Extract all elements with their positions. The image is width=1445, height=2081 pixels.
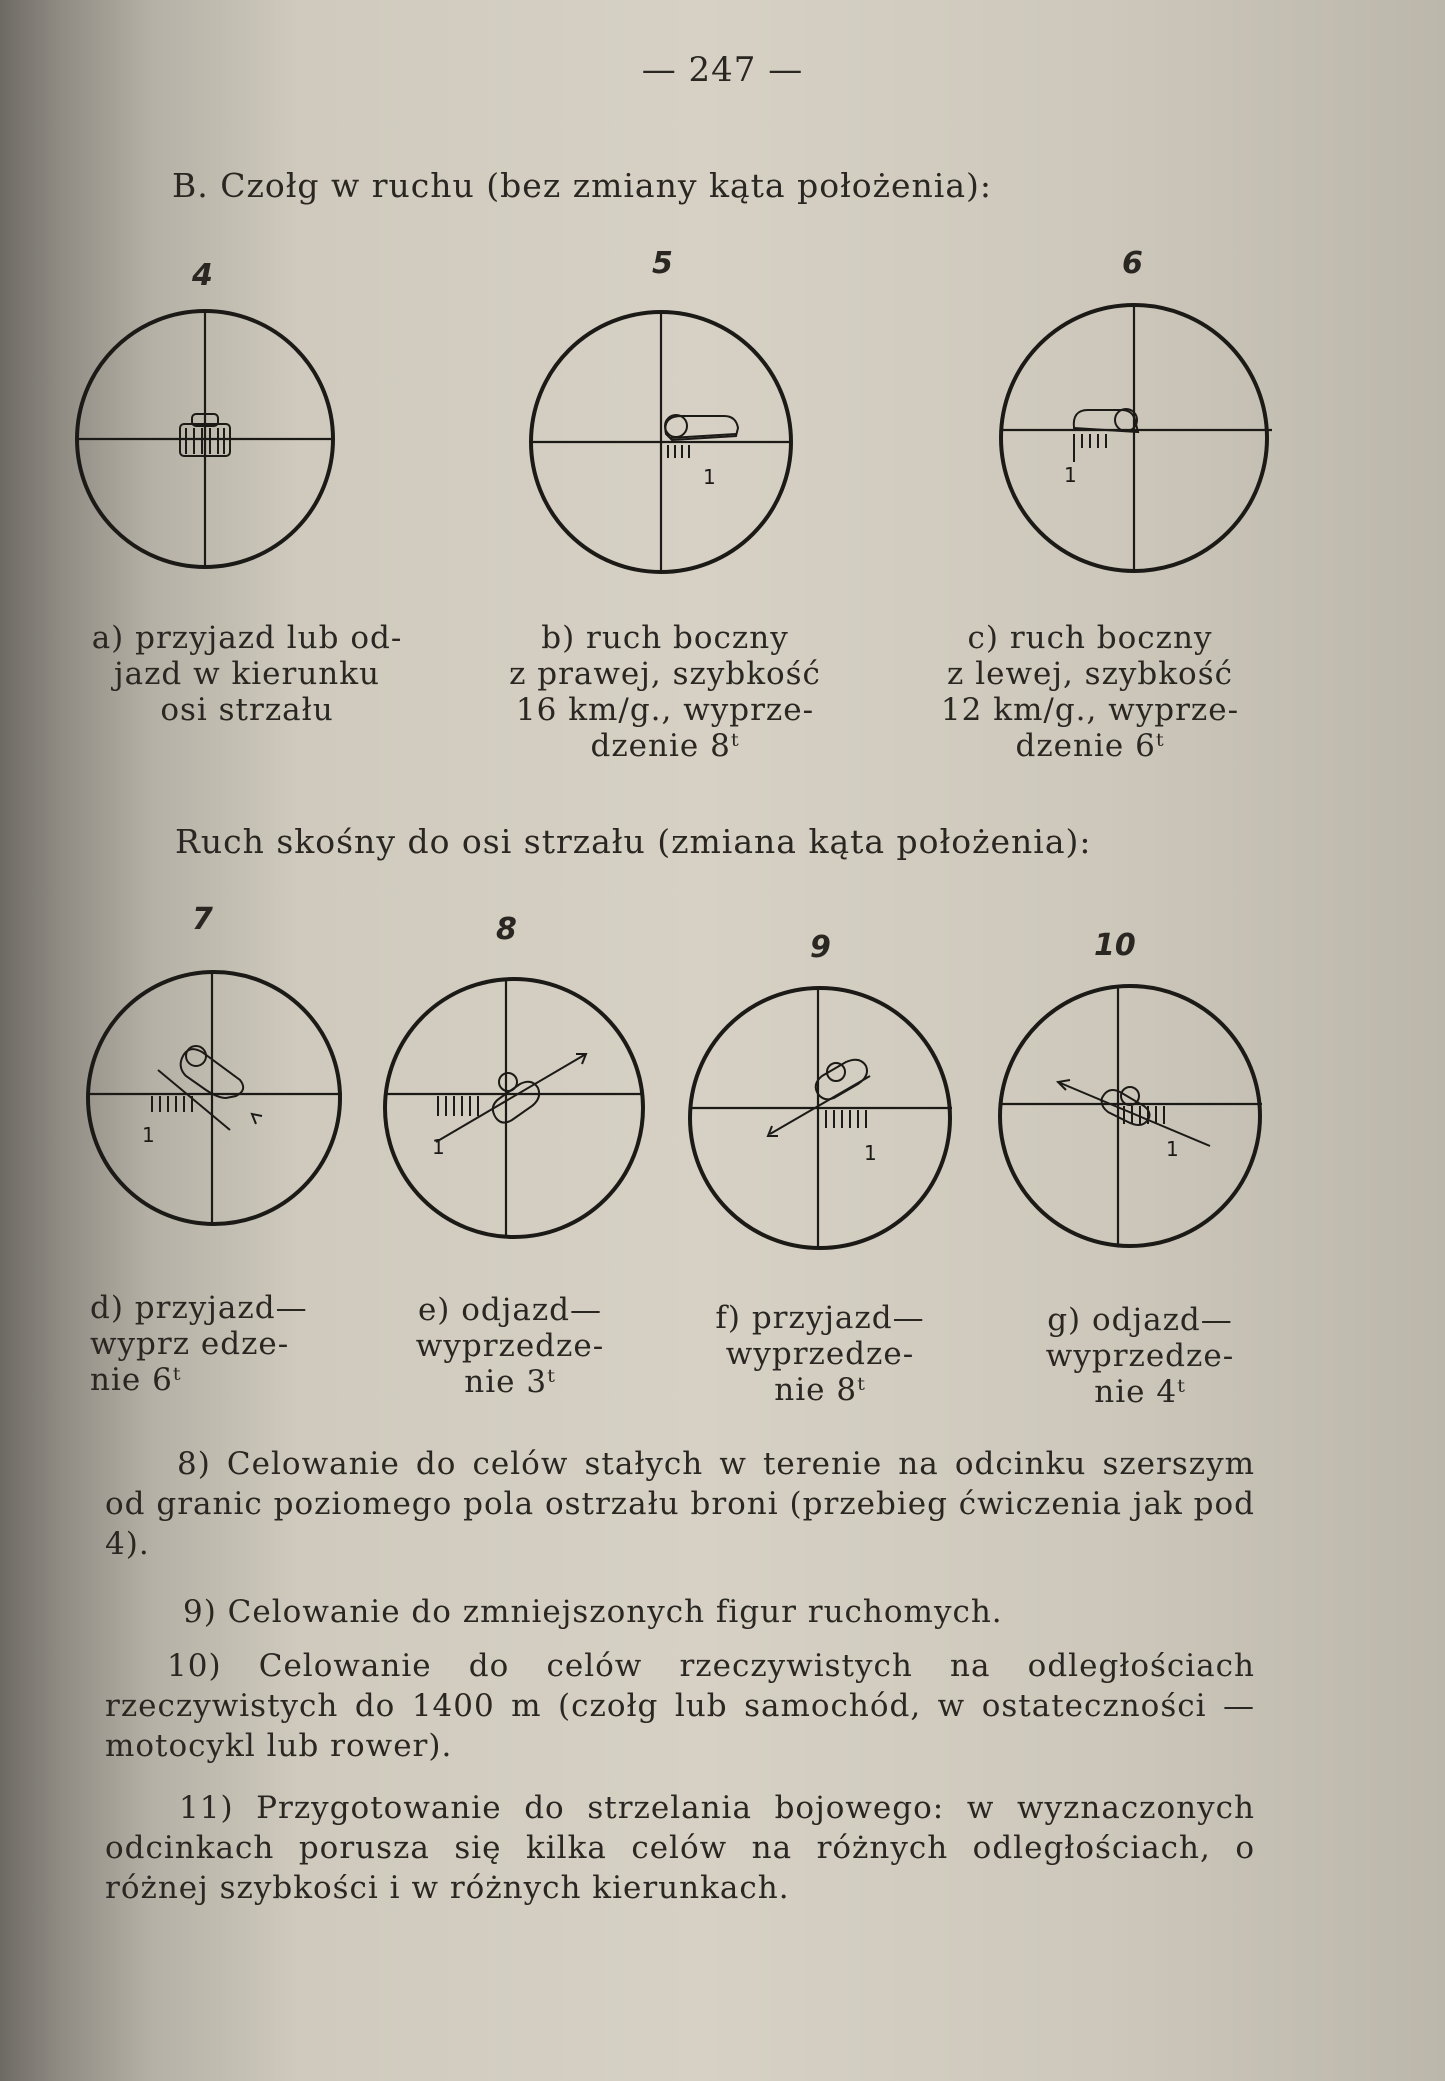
paragraph-10: 10) Celowanie do celów rzeczywistych na odległościach rzeczywistych do 1400 m (czołg lub samochód, w ostateczności — motocykl lub rower).	[105, 1648, 1255, 1764]
mark-label: 1	[432, 1135, 445, 1159]
figure-number-4: 4	[192, 258, 213, 293]
paragraph-9: 9) Celowanie do zmniejszonych figur ruchomych.	[183, 1594, 1003, 1630]
reticle-figure-10	[994, 984, 1268, 1250]
lead-scale-mark	[826, 1110, 866, 1128]
caption-b: b) ruch boczny z prawej, szybkość 16 km/g., wyprze- dzenie 8ᵗ	[509, 620, 821, 764]
caption-c: c) ruch boczny z lewej, szybkość 12 km/g., wyprze- dzenie 6ᵗ	[940, 620, 1240, 764]
reticle-figure-8	[382, 976, 646, 1240]
section-oblique-heading: Ruch skośny do osi strzału (zmiana kąta położenia):	[175, 822, 1092, 861]
tank-oblique-icon	[436, 1054, 586, 1142]
section-b-heading: B. Czołg w ruchu (bez zmiany kąta położenia):	[172, 166, 993, 205]
reticle-figure-5	[530, 308, 792, 576]
lead-scale-mark	[661, 445, 689, 458]
reticle-figure-4	[74, 308, 336, 570]
figure-number-9: 9	[810, 930, 831, 965]
figure-number-8: 8	[496, 912, 517, 947]
page-number: — 247 —	[641, 50, 804, 90]
paragraph-11: 11) Przygotowanie do strzelania bojowego: w wyznaczonych odcinkach porusza się kilka celów na różnych odległościach, o różnej szybkości i w różnych kierunkach.	[105, 1790, 1255, 1906]
tank-side-icon	[1074, 409, 1138, 432]
lead-scale-mark	[152, 1096, 192, 1112]
caption-f: f) przyjazd— wyprzedze- nie 8ᵗ	[715, 1300, 925, 1408]
tank-oblique-icon	[1058, 1080, 1210, 1146]
paragraph-8: 8) Celowanie do celów stałych w terenie na odcinku szerszym od granic poziomego pola ostrzału broni (przebieg ćwiczenia jak pod 4).	[105, 1446, 1255, 1562]
lead-scale-mark	[1124, 1106, 1164, 1124]
mark-label: 1	[1064, 463, 1077, 487]
figure-number-10: 10	[1094, 928, 1136, 963]
figure-number-6: 6	[1122, 246, 1143, 281]
caption-a: a) przyjazd lub od- jazd w kierunku osi strzału	[91, 620, 403, 728]
reticle-figure-9	[686, 986, 956, 1250]
lead-scale-mark	[1074, 434, 1106, 462]
mark-label: 1	[142, 1123, 155, 1147]
lead-scale-mark	[438, 1096, 478, 1116]
caption-e: e) odjazd— wyprzedze- nie 3ᵗ	[415, 1292, 605, 1400]
reticle-figure-7	[86, 966, 346, 1230]
caption-d: d) przyjazd— wyprz edze- nie 6ᵗ	[90, 1290, 308, 1398]
mark-label: 1	[703, 465, 716, 489]
caption-g: g) odjazd— wyprzedze- nie 4ᵗ	[1045, 1302, 1235, 1410]
tank-side-icon	[665, 415, 738, 440]
figure-number-7: 7	[192, 902, 213, 937]
mark-label: 1	[864, 1141, 877, 1165]
figure-number-5: 5	[652, 246, 673, 281]
reticle-figure-6	[998, 302, 1274, 574]
mark-label: 1	[1166, 1137, 1179, 1161]
tank-oblique-icon	[158, 1046, 262, 1130]
